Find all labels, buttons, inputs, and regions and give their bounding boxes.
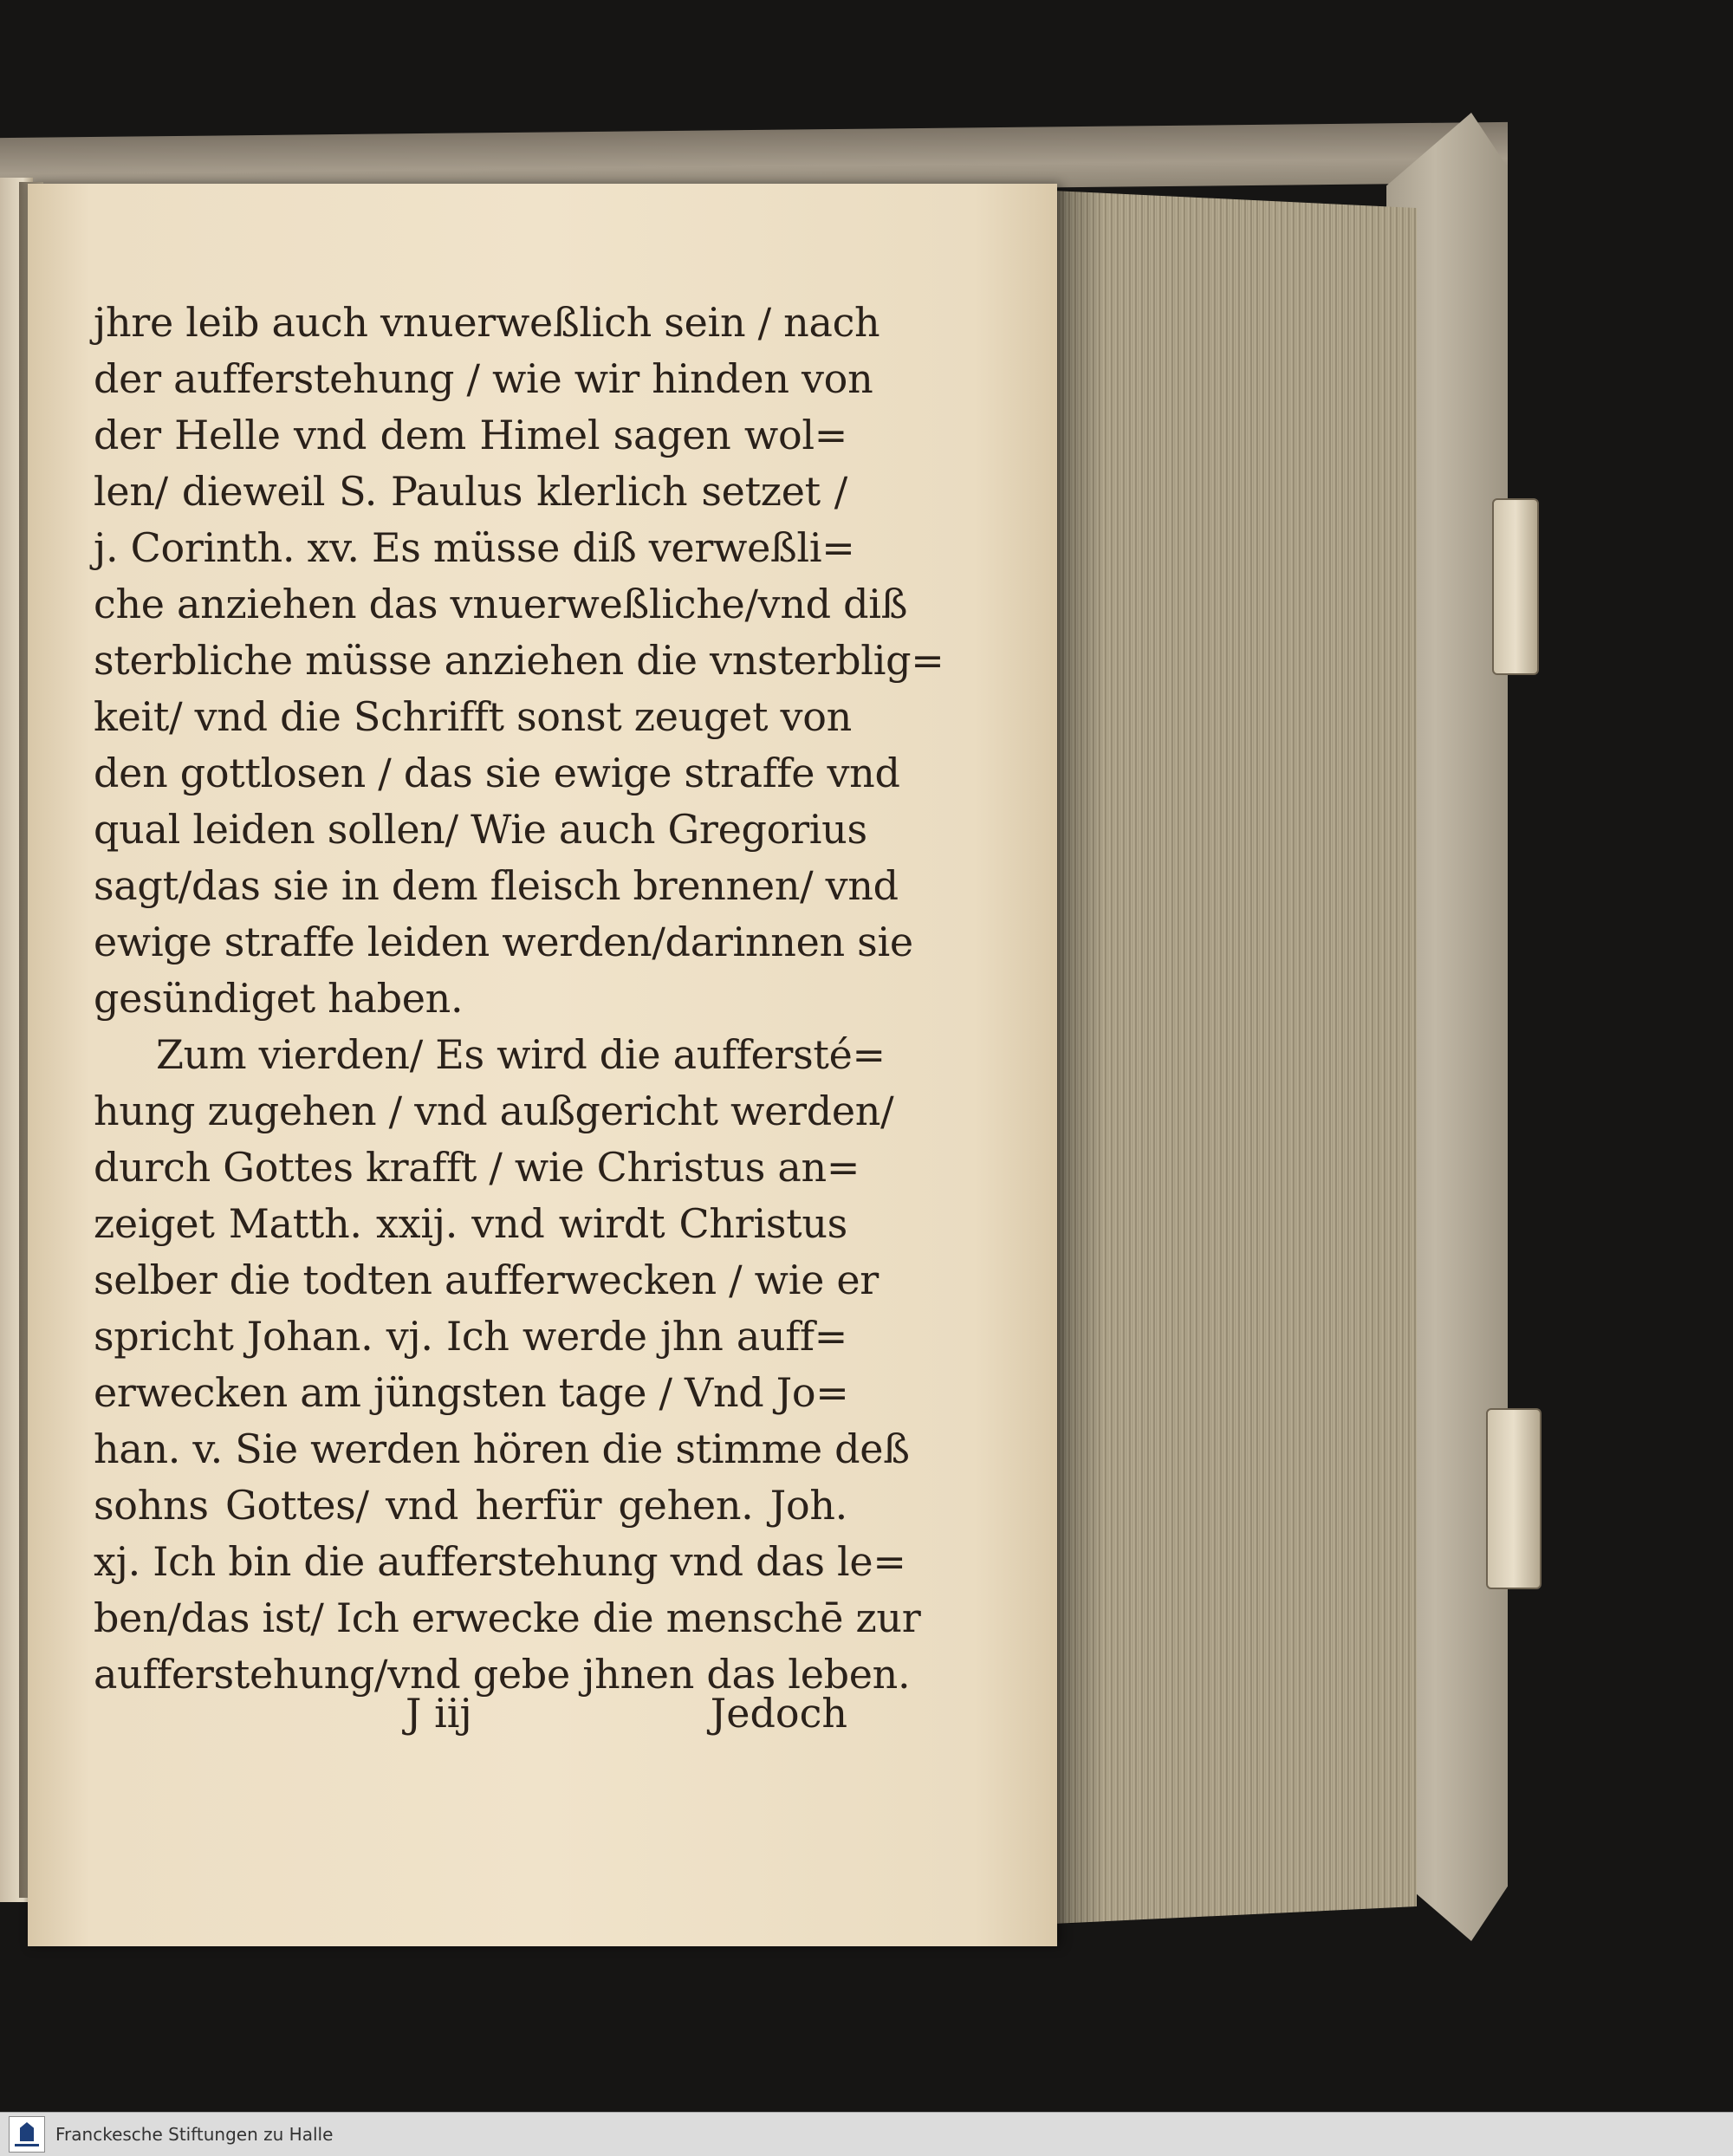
text-line: jhre leib auch vnuerweßlich sein / nach	[94, 299, 880, 346]
institution-name[interactable]: Franckesche Stiftungen zu Halle	[55, 2124, 334, 2145]
text-line: der aufferstehung / wie wir hinden von	[94, 355, 873, 402]
text-line: durch Gottes krafft / wie Christus an=	[94, 1144, 860, 1191]
text-line: sohns Gottes/ vnd herfür gehen. Joh.	[94, 1482, 847, 1529]
viewer-footer	[0, 2112, 1733, 2156]
text-line: che anziehen das vnuerweßliche/vnd diß	[94, 581, 908, 627]
text-line: qual leiden sollen/ Wie auch Gregorius	[94, 806, 867, 853]
text-line: xj. Ich bin die aufferstehung vnd das le=	[94, 1538, 906, 1585]
text-line: ben/das ist/ Ich erwecke die menschē zur	[94, 1594, 921, 1641]
page-footer-line	[94, 1690, 847, 1746]
page-text	[94, 295, 944, 1703]
text-line: spricht Johan. vj. Ich werde jhn auff=	[94, 1313, 847, 1360]
lower-clasp	[1486, 1408, 1542, 1589]
page-edges	[1053, 191, 1417, 1924]
text-line: han. v. Sie werden hören die stimme deß	[94, 1425, 910, 1472]
text-line: keit/ vnd die Schrifft sonst zeuget von	[94, 693, 852, 740]
page-edge-shadow	[1053, 191, 1105, 1924]
text-line: aufferstehung/vnd gebe jhnen das leben.	[94, 1651, 911, 1698]
text-line: den gottlosen / das sie ewige straffe vnd	[94, 750, 900, 796]
text-line: selber die todten aufferwecken / wie er	[94, 1257, 879, 1303]
text-line: len/ dieweil S. Paulus klerlich setzet /	[94, 468, 847, 515]
text-line: sagt/das sie in dem fleisch brennen/ vnd	[94, 862, 899, 909]
text-line: erwecken am jüngsten tage / Vnd Jo=	[94, 1369, 849, 1416]
text-line: gesündiget haben.	[94, 975, 464, 1022]
text-line: sterbliche müsse anziehen die vnsterblig=	[94, 637, 944, 684]
text-line: hung zugehen / vnd außgericht werden/	[94, 1088, 894, 1134]
paragraph-start-line: Zum vierden/ Es wird die auffersté=	[156, 1031, 886, 1078]
text-line: zeiget Matth. xxij. vnd wirdt Christus	[94, 1200, 847, 1247]
text-line: ewige straffe leiden werden/darinnen sie	[94, 919, 913, 965]
signature-mark: J iij	[406, 1690, 472, 1737]
catchword: Jedoch	[710, 1690, 847, 1737]
upper-clasp	[1492, 498, 1539, 675]
text-line: j. Corinth. xv. Es müsse diß verweßli=	[94, 524, 855, 571]
institution-logo-icon[interactable]	[9, 2116, 45, 2153]
text-line: der Helle vnd dem Himel sagen wol=	[94, 412, 847, 458]
